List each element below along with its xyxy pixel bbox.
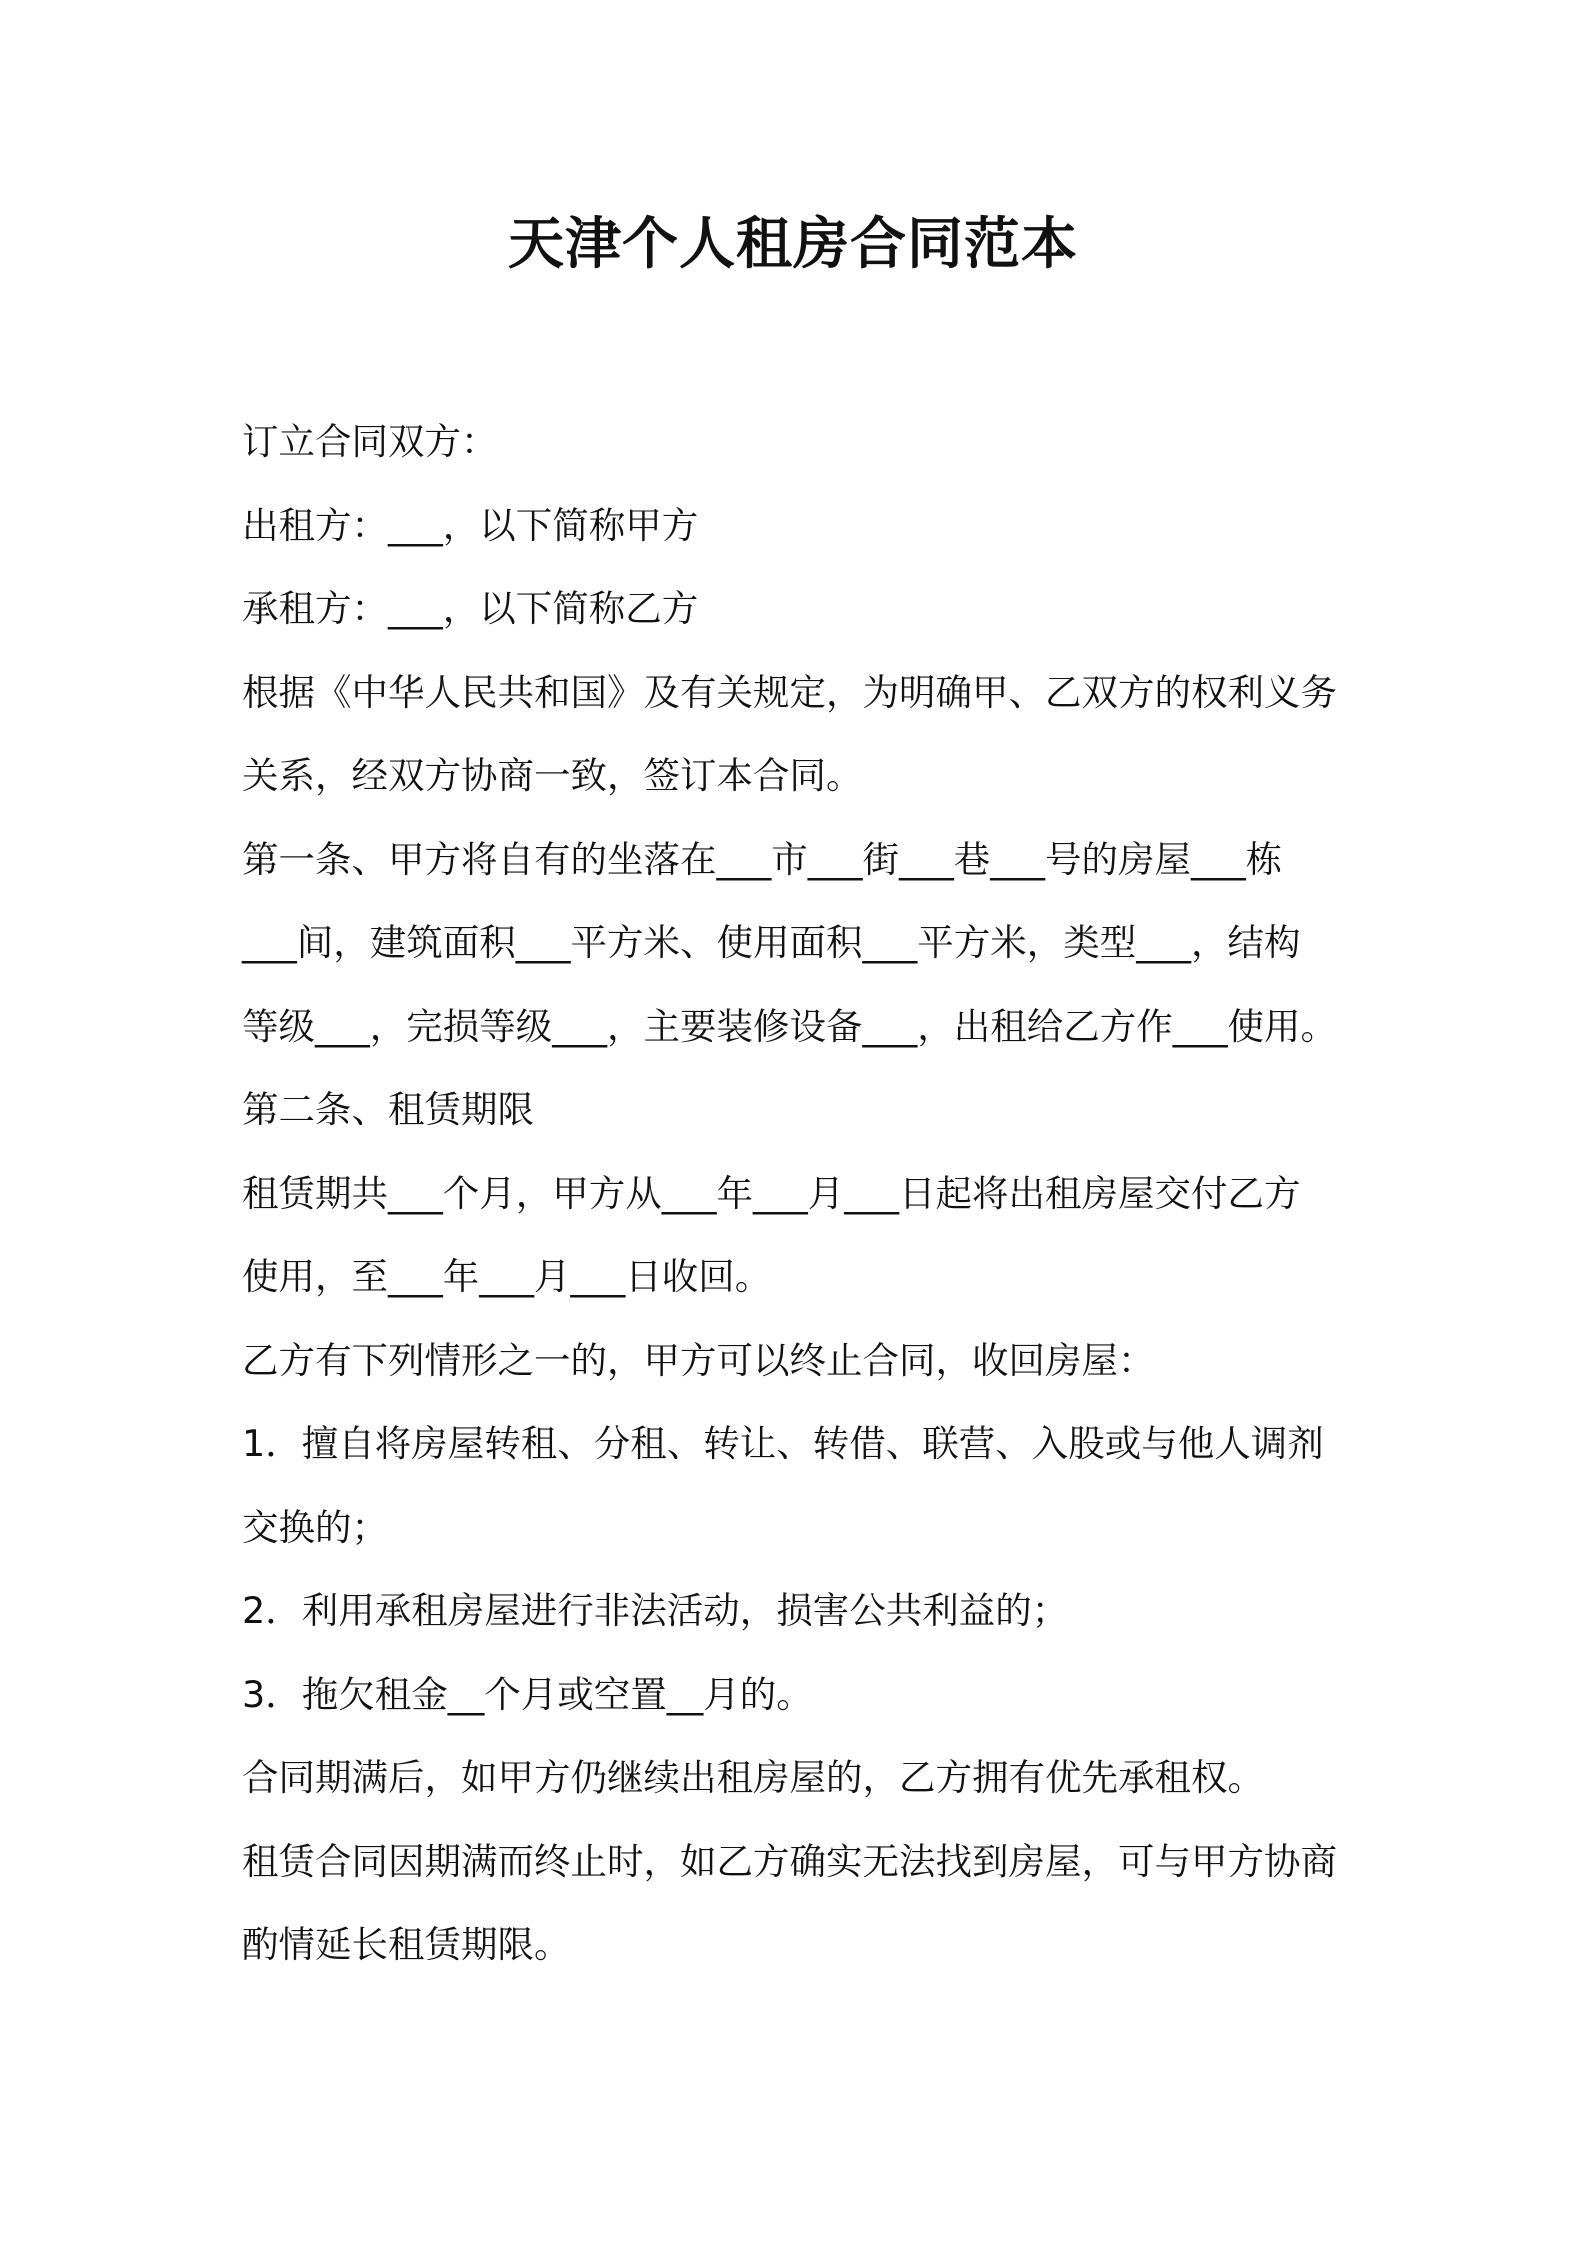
paragraph-line: 等级___，完损等级___，主要装修设备___，出租给乙方作___使用。 [242,1004,1337,1048]
paragraph-line: 订立合同双方： [242,420,498,463]
paragraph-line: ___间，建筑面积___平方米、使用面积___平方米，类型___，结构 [242,921,1301,964]
paragraph-line: 使用，至___年___月___日收回。 [242,1255,772,1298]
document-body [242,400,1362,1987]
paragraph-line: 租赁期共___个月，甲方从___年___月___日起将出租房屋交付乙方 [242,1171,1301,1215]
document-title: 天津个人租房合同范本 [508,212,1078,277]
paragraph-line: 3．拖欠租金__个月或空置__月的。 [242,1672,813,1716]
paragraph-line: 第一条、甲方将自有的坐落在___市___街___巷___号的房屋___栋 [242,837,1283,881]
paragraph-line: 承租方：___，以下简称乙方 [242,587,699,630]
paragraph-line: 交换的； [242,1505,388,1549]
paragraph-line: 根据《中华人民共和国》及有关规定，为明确甲、乙双方的权利义务 [242,670,1337,714]
paragraph-line: 出租方：___，以下简称甲方 [242,503,699,547]
paragraph-line: 第二条、租赁期限 [242,1088,534,1131]
paragraph-line: 合同期满后，如甲方仍继续出租房屋的，乙方拥有优先承租权。 [242,1756,1264,1799]
paragraph-line: 2．利用承租房屋进行非法活动，损害公共利益的； [242,1589,1069,1632]
paragraph-line: 租赁合同因期满而终止时，如乙方确实无法找到房屋，可与甲方协商 [242,1839,1337,1883]
paragraph-line: 乙方有下列情形之一的，甲方可以终止合同，收回房屋： [242,1338,1155,1382]
paragraph-line: 关系，经双方协商一致，签订本合同。 [242,754,863,797]
paragraph-line: 1．擅自将房屋转租、分租、转让、转借、联营、入股或与他人调剂 [242,1422,1324,1465]
paragraph-line: 酌情延长租赁期限。 [242,1923,571,1966]
